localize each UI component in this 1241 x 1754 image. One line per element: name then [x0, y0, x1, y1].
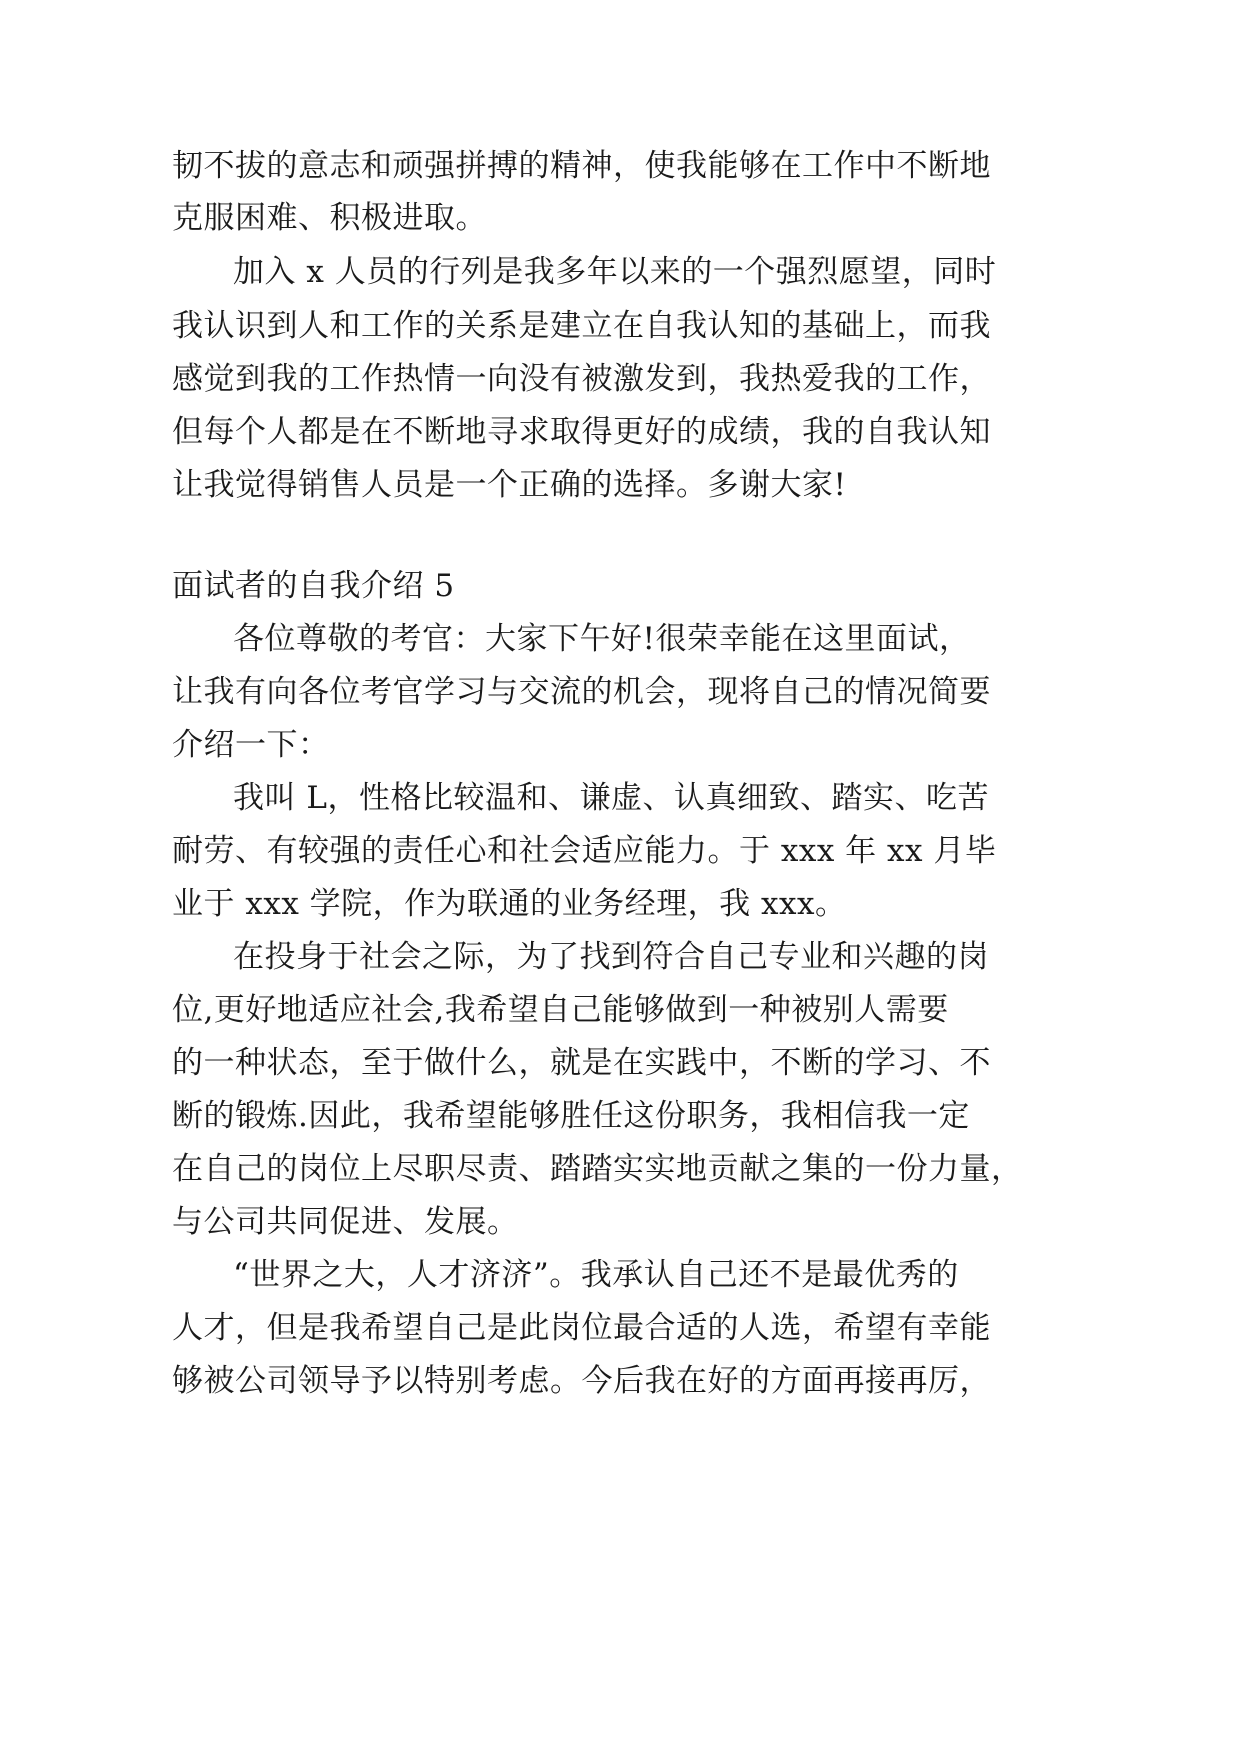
continuation-line-2: 克服困难、积极进取。: [172, 200, 487, 236]
paragraph-3-line-3: 业于 xxx 学院，作为联通的业务经理，我 xxx。: [172, 886, 847, 922]
paragraph-3-line-2: 耐劳、有较强的责任心和社会适应能力。于 xxx 年 xx 月毕: [172, 833, 997, 869]
paragraph-1-line-2: 我认识到人和工作的关系是建立在自我认知的基础上，而我: [172, 308, 991, 344]
paragraph-1-line-4: 但每个人都是在不断地寻求取得更好的成绩，我的自我认知: [172, 414, 991, 450]
paragraph-1-line-1: 加入 x 人员的行列是我多年以来的一个强烈愿望，同时: [233, 254, 997, 290]
paragraph-1-line-5: 让我觉得销售人员是一个正确的选择。多谢大家!: [172, 467, 847, 503]
paragraph-4-line-1: 在投身于社会之际，为了找到符合自己专业和兴趣的岗: [233, 939, 989, 975]
paragraph-2-line-3: 介绍一下：: [172, 727, 330, 763]
continuation-line-1: 韧不拔的意志和顽强拼搏的精神，使我能够在工作中不断地: [172, 148, 991, 184]
paragraph-2-line-1: 各位尊敬的考官：大家下午好!很荣幸能在这里面试，: [233, 621, 971, 657]
paragraph-4-line-4: 断的锻炼.因此，我希望能够胜任这份职务，我相信我一定: [172, 1098, 970, 1134]
paragraph-2-line-2: 让我有向各位考官学习与交流的机会，现将自己的情况简要: [172, 674, 991, 710]
paragraph-1-line-3: 感觉到我的工作热情一向没有被激发到，我热爱我的工作，: [172, 361, 991, 397]
paragraph-5-line-1: “世界之大，人才济济”。我承认自己还不是最优秀的: [233, 1257, 959, 1293]
paragraph-4-line-6: 与公司共同促进、发展。: [172, 1204, 519, 1240]
paragraph-5-line-2: 人才，但是我希望自己是此岗位最合适的人选，希望有幸能: [172, 1310, 991, 1346]
paragraph-4-line-5: 在自己的岗位上尽职尽责、踏踏实实地贡献之集的一份力量，: [172, 1151, 1023, 1187]
paragraph-4-line-3: 的一种状态，至于做什么，就是在实践中，不断的学习、不: [172, 1045, 991, 1081]
paragraph-3-line-1: 我叫 L，性格比较温和、谦虚、认真细致、踏实、吃苦: [233, 780, 989, 816]
paragraph-4-line-2: 位,更好地适应社会,我希望自己能够做到一种被别人需要: [172, 992, 949, 1028]
section-title: 面试者的自我介绍 5: [172, 568, 455, 604]
paragraph-5-line-3: 够被公司领导予以特别考虑。今后我在好的方面再接再厉，: [172, 1363, 991, 1399]
